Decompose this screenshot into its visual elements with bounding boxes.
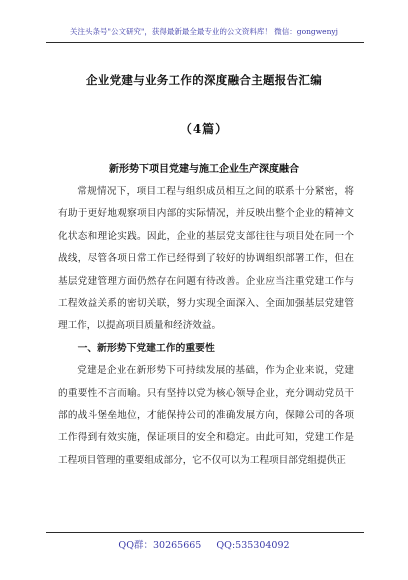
paragraph: 常规情况下，项目工程与组织成员相互之间的联系十分紧密，将有助于更好地观察项目内部的实际情况，并反映出整个企业的精神文化状态和理论实践。因此，企业的基层党支部往往与项目处在同一个战线，尽管各项日常工作已经得到了较好的协调组织部署工作，但在基层党建管理方面仍然存在问题有待改善。企业应当注重党建工作与工程效益关系的密切关联，努力实现全面深入、全面加强基层党建管理工作，以提高项目质量和经济效益。 xyxy=(58,186,354,332)
footer-qq: QQ:535304092 xyxy=(216,540,290,551)
subheading: 一、新形势下党建工作的重要性 xyxy=(77,342,215,354)
document-body xyxy=(58,181,354,472)
header-banner: 关注头条号"公文研究"，获得最新最全最专业的公文资料库！ 微信：gongwenyj xyxy=(70,27,338,36)
section-title: 新形势下项目党建与施工企业生产深度融合 xyxy=(109,164,299,175)
footer-qq-group: QQ群：30265665 xyxy=(118,540,202,551)
paragraph: 党建是企业在新形势下可持续发展的基础，作为企业来说，党建的重要性不言而喻。只有坚持以党为核心领导企业，充分调动党员干部的战斗堡垒地位，才能保持公司的准确发展方向，保障公司的各项工作得到有效实施，保证项目的安全和稳定。由此可知，党建工作是工程项目管理的重要组成部分，它不仅可以为工程项目部党组提供正 xyxy=(58,365,354,466)
header-divider xyxy=(46,42,364,43)
document-title: 企业党建与业务工作的深度融合主题报告汇编 xyxy=(86,73,322,87)
footer xyxy=(0,537,408,551)
document-count: （4篇） xyxy=(179,122,229,136)
footer-divider xyxy=(46,532,364,533)
